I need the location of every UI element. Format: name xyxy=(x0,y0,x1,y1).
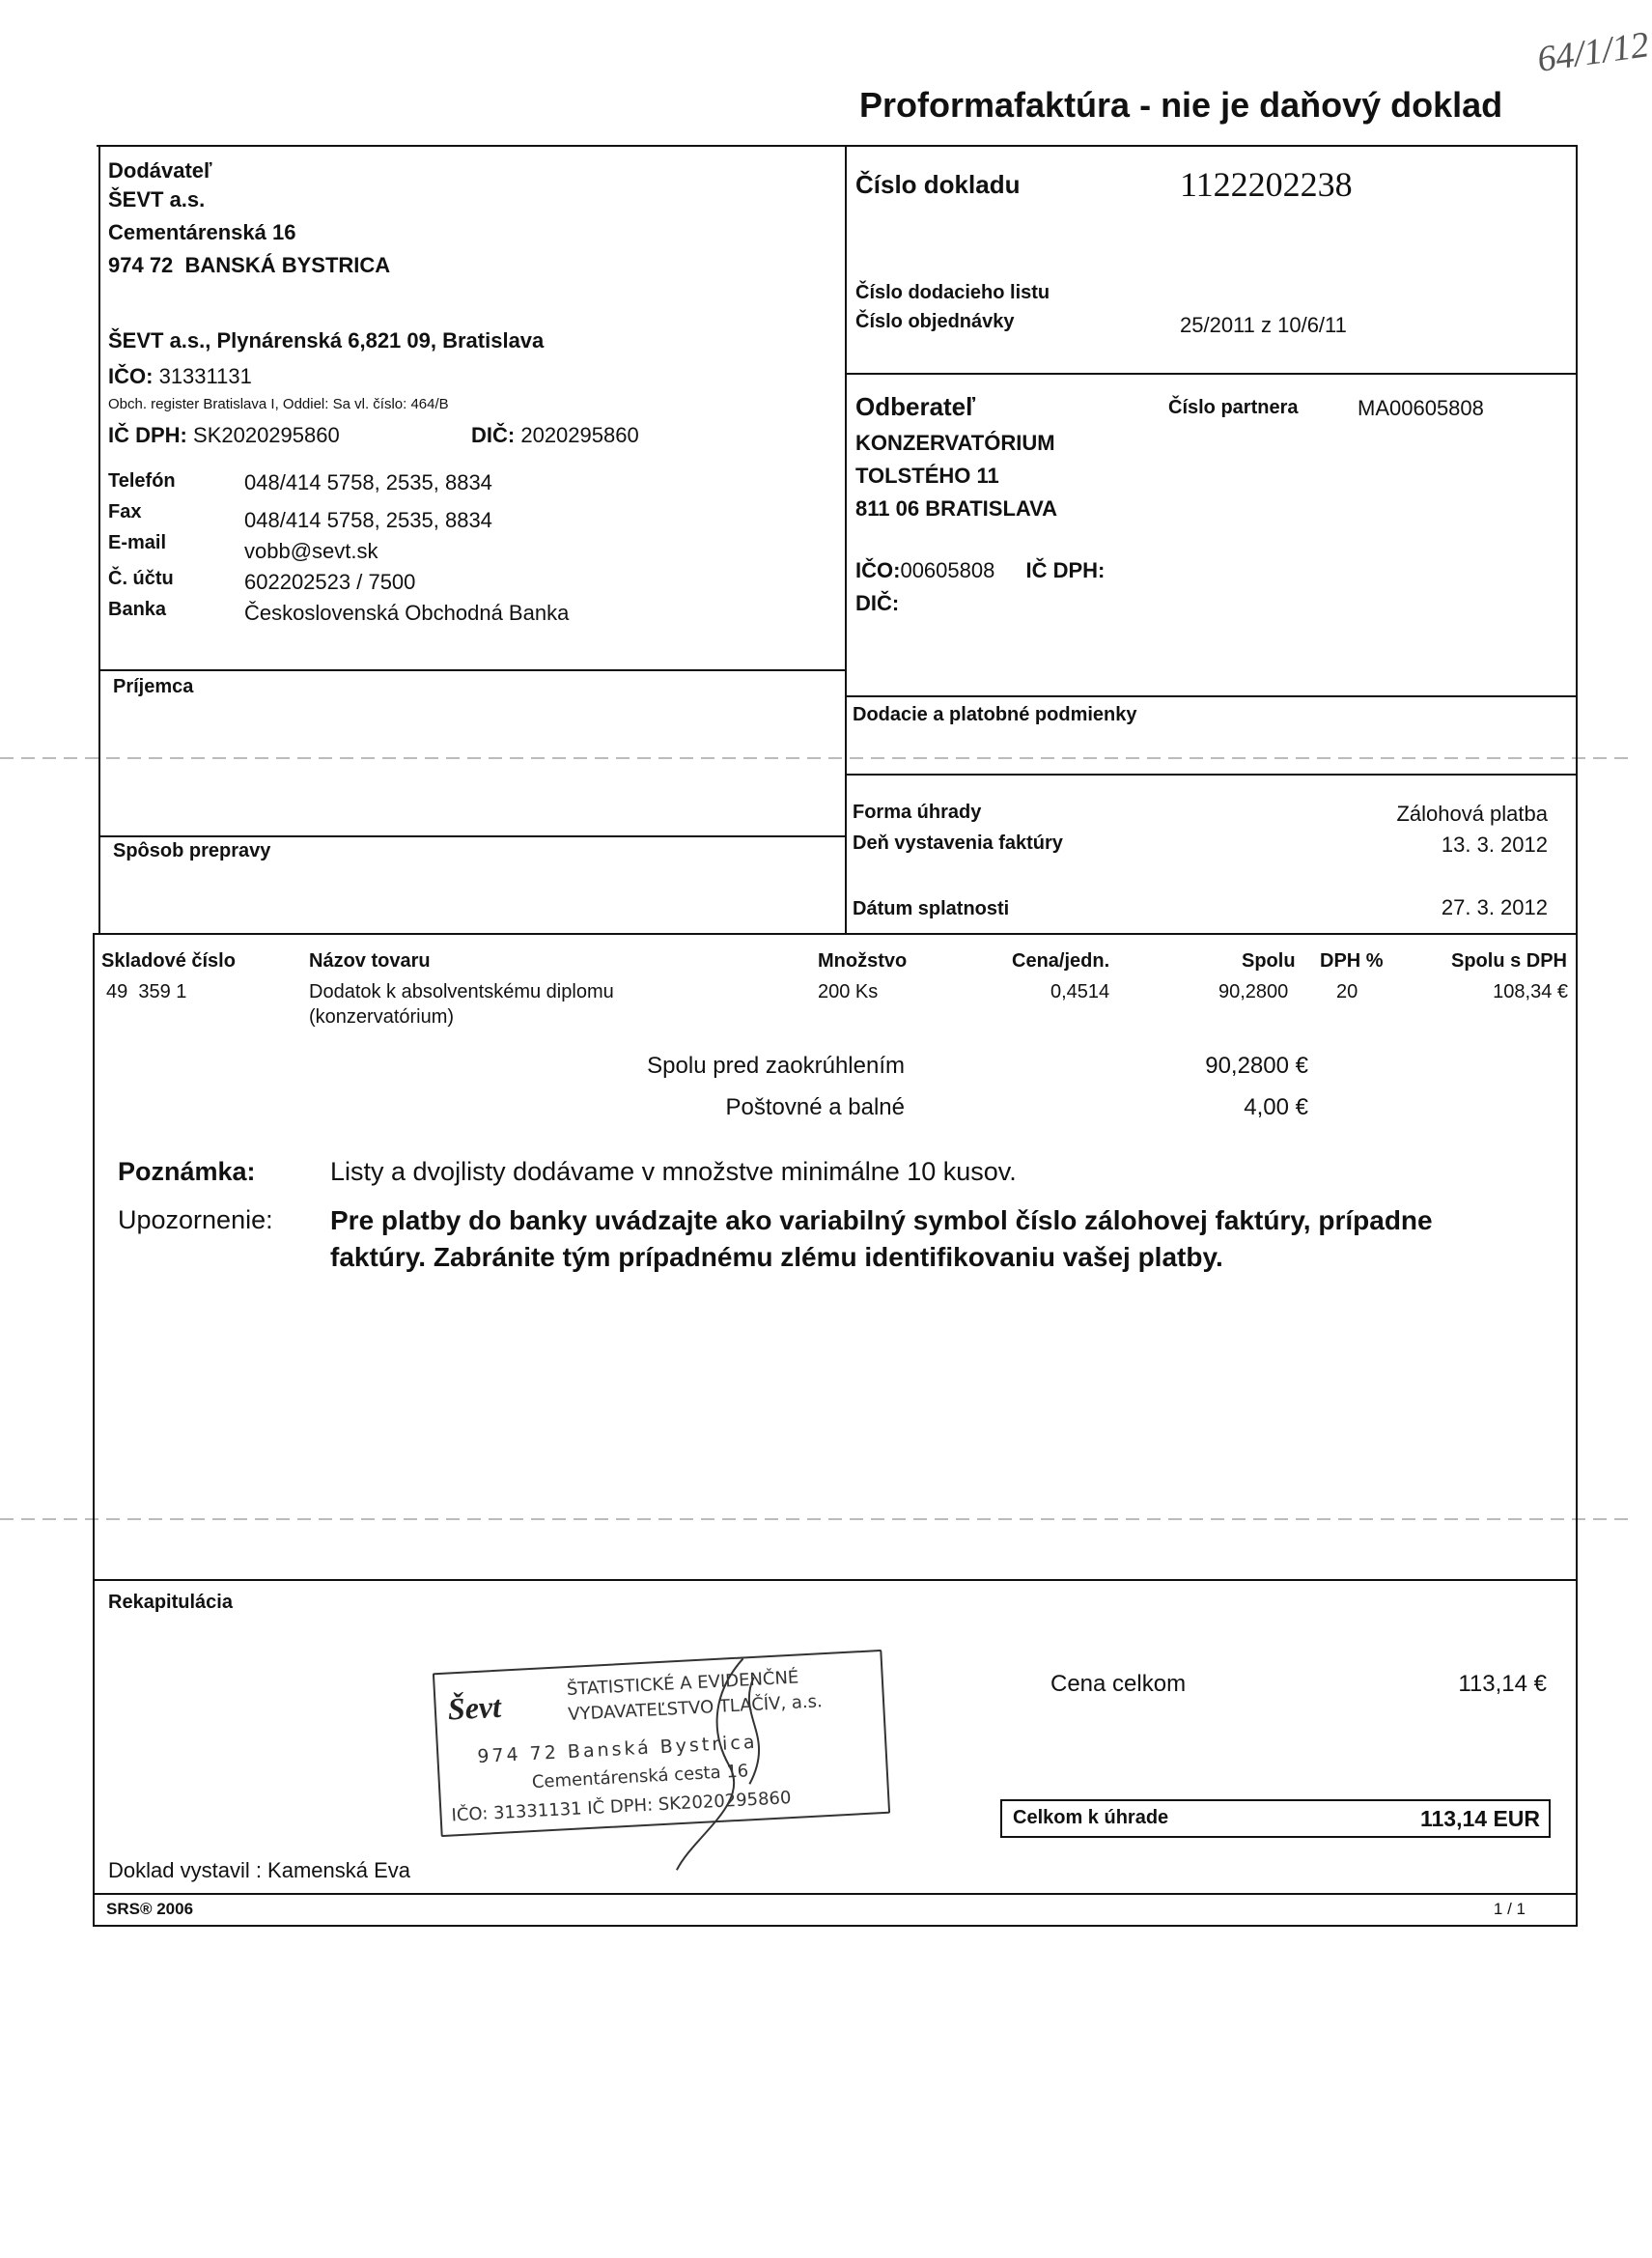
supplier-dic-row xyxy=(471,423,639,448)
order-value: 25/2011 z 10/6/11 xyxy=(1180,313,1347,337)
phone-label: Telefón xyxy=(108,470,176,492)
bank-value: Československá Obchodná Banka xyxy=(244,601,570,625)
postage-value: 4,00 € xyxy=(1244,1094,1308,1120)
frame-left-lower xyxy=(93,933,95,1927)
warning-line-2: faktúry. Zabránite tým prípadnému zlému identifikovaniu vašej platby. xyxy=(330,1242,1223,1272)
document-title: Proformafaktúra - nie je daňový doklad xyxy=(859,85,1503,125)
signature-mark xyxy=(627,1645,831,1877)
customer-label: Odberateľ xyxy=(855,392,976,421)
page-number: 1 / 1 xyxy=(1493,1900,1526,1918)
divider xyxy=(98,835,847,837)
stamp-line-4: Cementárenská cesta 16 xyxy=(531,1761,749,1793)
supplier-ico-row xyxy=(108,364,252,389)
col-header-total-vat: Spolu s DPH xyxy=(1450,950,1567,972)
due-date-value: 27. 3. 2012 xyxy=(1441,895,1548,919)
bank-label: Banka xyxy=(108,599,167,620)
warning-label: Upozornenie: xyxy=(118,1205,273,1234)
customer-ico-row xyxy=(855,558,1105,583)
supplier-ico: 31331131 xyxy=(158,364,252,388)
frame-mid-vertical xyxy=(845,145,847,935)
supplier-dic-label: DIČ: xyxy=(471,423,516,447)
col-header-qty: Množstvo xyxy=(818,950,908,972)
amount-due-box xyxy=(1000,1799,1551,1838)
customer-dic-label: DIČ: xyxy=(855,591,900,615)
stamp-line-3: 974 72 Banská Bystrica xyxy=(476,1731,758,1767)
item-total: 90,2800 xyxy=(1218,981,1289,1002)
divider xyxy=(845,373,1578,375)
stamp-line-2: VYDAVATEĽSTVO TLAČÍV, a.s. xyxy=(567,1691,824,1726)
email-value: vobb@sevt.sk xyxy=(244,539,378,563)
company-stamp xyxy=(433,1650,890,1837)
note-label: Poznámka: xyxy=(118,1157,256,1186)
partner-label: Číslo partnera xyxy=(1168,397,1299,418)
frame-right xyxy=(1576,145,1578,1927)
customer-street: TOLSTÉHO 11 xyxy=(855,464,999,488)
supplier-ico-label: IČO: xyxy=(108,364,154,388)
account-label: Č. účtu xyxy=(108,568,174,589)
fax-value: 048/414 5758, 2535, 8834 xyxy=(244,508,492,532)
document-number-label: Číslo dokladu xyxy=(855,170,1021,199)
issue-date-label: Deň vystavenia faktúry xyxy=(853,833,1063,854)
recap-total-label: Cena celkom xyxy=(1050,1671,1187,1697)
divider xyxy=(93,1579,1578,1581)
item-name-2: (konzervatórium) xyxy=(309,1006,455,1028)
software-label: SRS® 2006 xyxy=(106,1900,194,1918)
handwritten-mark: 64/1/12 xyxy=(1534,24,1652,80)
col-header-name: Názov tovaru xyxy=(309,950,431,972)
divider xyxy=(93,933,1578,935)
supplier-name: ŠEVT a.s. xyxy=(108,187,206,212)
issue-date-value: 13. 3. 2012 xyxy=(1441,833,1548,857)
col-header-vat: DPH % xyxy=(1320,950,1384,972)
supplier-icdph: SK2020295860 xyxy=(193,423,340,447)
frame-top xyxy=(97,145,1578,147)
divider xyxy=(98,669,847,671)
recipient-label: Príjemca xyxy=(113,676,194,697)
supplier-branch: ŠEVT a.s., Plynárenská 6,821 09, Bratislava xyxy=(108,328,545,353)
customer-icdph-label: IČ DPH: xyxy=(1025,558,1106,582)
supplier-street: Cementárenská 16 xyxy=(108,220,296,244)
account-value: 602202523 / 7500 xyxy=(244,570,416,594)
supplier-city: 974 72 BANSKÁ BYSTRICA xyxy=(108,253,391,277)
divider xyxy=(845,774,1578,776)
customer-city: 811 06 BRATISLAVA xyxy=(855,496,1058,521)
subtotal-label: Spolu pred zaokrúhlením xyxy=(647,1053,905,1079)
supplier-label: Dodávateľ xyxy=(108,158,212,183)
item-vat: 20 xyxy=(1336,981,1358,1002)
frame-left-upper xyxy=(98,145,100,935)
postage-label: Poštovné a balné xyxy=(725,1094,905,1120)
recap-total-value: 113,14 € xyxy=(1458,1671,1547,1697)
supplier-dic: 2020295860 xyxy=(520,423,639,447)
supplier-icdph-label: IČ DPH: xyxy=(108,423,187,447)
item-total-vat: 108,34 € xyxy=(1493,981,1568,1002)
payment-form-value: Zálohová platba xyxy=(1396,802,1548,826)
stamp-line-1: ŠTATISTICKÉ A EVIDENČNÉ xyxy=(566,1667,799,1701)
partner-value: MA00605808 xyxy=(1358,396,1484,420)
item-unit-price: 0,4514 xyxy=(1050,981,1110,1002)
item-code: 49 359 1 xyxy=(106,981,187,1002)
supplier-register: Obch. register Bratislava I, Oddiel: Sa vl. číslo: 464/B xyxy=(108,396,449,412)
amount-due-label: Celkom k úhrade xyxy=(1013,1807,1169,1828)
terms-label: Dodacie a platobné podmienky xyxy=(853,704,1137,725)
supplier-icdph-row xyxy=(108,423,340,448)
fold-line xyxy=(0,1518,1633,1520)
phone-value: 048/414 5758, 2535, 8834 xyxy=(244,470,492,494)
customer-ico-label: IČO: xyxy=(855,558,901,582)
document-number: 1122202238 xyxy=(1180,165,1353,204)
customer-ico: 00605808 xyxy=(900,558,995,582)
divider xyxy=(845,695,1578,697)
col-header-code: Skladové číslo xyxy=(101,950,236,972)
note-text: Listy a dvojlisty dodávame v množstve minimálne 10 kusov. xyxy=(330,1157,1017,1186)
stamp-logo: Ševt xyxy=(446,1688,502,1727)
subtotal-value: 90,2800 € xyxy=(1205,1053,1308,1079)
transport-label: Spôsob prepravy xyxy=(113,840,271,861)
payment-form-label: Forma úhrady xyxy=(853,802,982,823)
amount-due-value: 113,14 EUR xyxy=(1419,1806,1540,1831)
delivery-note-label: Číslo dodacieho listu xyxy=(855,282,1050,303)
stamp-line-5: IČO: 31331131 IČ DPH: SK2020295860 xyxy=(451,1788,792,1826)
recap-label: Rekapitulácia xyxy=(108,1592,233,1613)
order-label: Číslo objednávky xyxy=(855,311,1015,332)
col-header-unit-price: Cena/jedn. xyxy=(1012,950,1110,972)
email-label: E-mail xyxy=(108,532,167,553)
issued-by: Doklad vystavil : Kamenská Eva xyxy=(108,1858,411,1882)
item-name: Dodatok k absolventskému diplomu xyxy=(309,981,614,1002)
warning-line-1: Pre platby do banky uvádzajte ako variabilný symbol číslo zálohovej faktúry, prípadne xyxy=(330,1205,1433,1235)
divider xyxy=(93,1893,1578,1895)
fold-line xyxy=(0,757,1633,759)
fax-label: Fax xyxy=(108,501,142,522)
col-header-total: Spolu xyxy=(1242,950,1296,972)
due-date-label: Dátum splatnosti xyxy=(853,898,1010,919)
item-qty: 200 Ks xyxy=(818,981,879,1002)
customer-name: KONZERVATÓRIUM xyxy=(855,431,1055,455)
frame-bottom xyxy=(93,1925,1578,1927)
